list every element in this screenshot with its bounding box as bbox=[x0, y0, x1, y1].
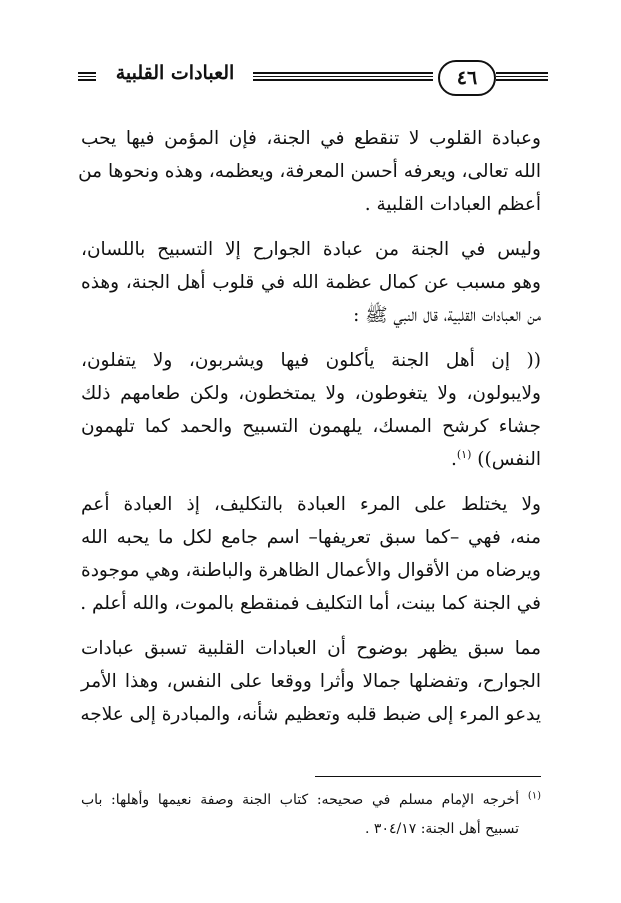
footnote-separator bbox=[315, 776, 541, 777]
footnote-text: أخرجه الإمام مسلم في صحيحه: كتاب الجنة وصفة نعيمها وأهلها: باب bbox=[81, 792, 520, 808]
paragraph-5 bbox=[81, 632, 541, 731]
text-line: وهو مسبب عن كمال عظمة الله في قلوب أهل الجنة، وهذه bbox=[81, 272, 541, 293]
paragraph-1 bbox=[78, 122, 541, 221]
text-line: الله تعالى، ويعرفه أحسن المعرفة، ويعظمه، وهذه ونحوها من bbox=[78, 161, 541, 182]
text-line: من العبادات القلبية، قال النبي ﷺ : bbox=[353, 305, 541, 326]
body-text bbox=[78, 122, 541, 743]
text-line: أعظم العبادات القلبية . bbox=[364, 194, 541, 215]
text-line: جشاء كرشح المسك، يلهمون التسبيح والحمد كما تلهمون bbox=[81, 416, 541, 437]
sentence-end: . bbox=[450, 449, 457, 470]
footnote-reference[interactable]: (١) bbox=[456, 447, 472, 461]
hadith-end-text: النفس)) bbox=[471, 449, 541, 470]
footnote-marker: (١) bbox=[527, 790, 541, 802]
paragraph-2 bbox=[81, 233, 541, 332]
text-line: مما سبق يظهر بوضوح أن العبادات القلبية تسبق عبادات bbox=[81, 638, 541, 659]
footnote bbox=[81, 786, 541, 844]
text-line: ولا يختلط على المرء العبادة بالتكليف، إذ العبادة أعم bbox=[81, 494, 541, 515]
chapter-title: العبادات القلبية bbox=[115, 62, 235, 84]
text-line: يدعو المرء إلى ضبط قلبه وتعظيم شأنه، والمبادرة إلى علاجه bbox=[80, 704, 541, 725]
header-rule-middle bbox=[253, 72, 433, 81]
page-header bbox=[78, 58, 548, 114]
header-rule-left bbox=[78, 72, 96, 81]
text-line: الجوارح، وتفضلها جمالا وأثرا ووقعا على النفس، وهذا الأمر bbox=[81, 671, 541, 692]
text-line: وليس في الجنة من عبادة الجوارح إلا التسبيح باللسان، bbox=[81, 239, 541, 260]
text-line: وعبادة القلوب لا تنقطع في الجنة، فإن المؤمن فيها يحب bbox=[81, 128, 541, 149]
text-line: ولايبولون، ولا يتغوطون، ولا يمتخطون، ولكن طعامهم ذلك bbox=[81, 383, 541, 404]
text-line bbox=[81, 443, 541, 476]
text-line: منه، فهي –كما سبق تعريفها– اسم جامع لكل ما يحبه الله bbox=[81, 527, 541, 548]
header-rule-right bbox=[496, 72, 548, 81]
paragraph-3-hadith bbox=[81, 344, 541, 476]
paragraph-4 bbox=[81, 488, 541, 620]
footnote-line: تسبيح أهل الجنة: ٣٠٤/١٧ . bbox=[365, 821, 519, 837]
footnote-line bbox=[81, 786, 541, 815]
page-number: ٤٦ bbox=[438, 60, 496, 96]
text-line: (( إن أهل الجنة يأكلون فيها ويشربون، ولا يتفلون، bbox=[81, 350, 541, 371]
text-line: في الجنة كما بينت، أما التكليف فمنقطع بالموت، والله أعلم . bbox=[80, 593, 541, 614]
text-line: ويرضاه من الأقوال والأعمال الظاهرة والباطنة، وهي موجودة bbox=[81, 560, 541, 581]
